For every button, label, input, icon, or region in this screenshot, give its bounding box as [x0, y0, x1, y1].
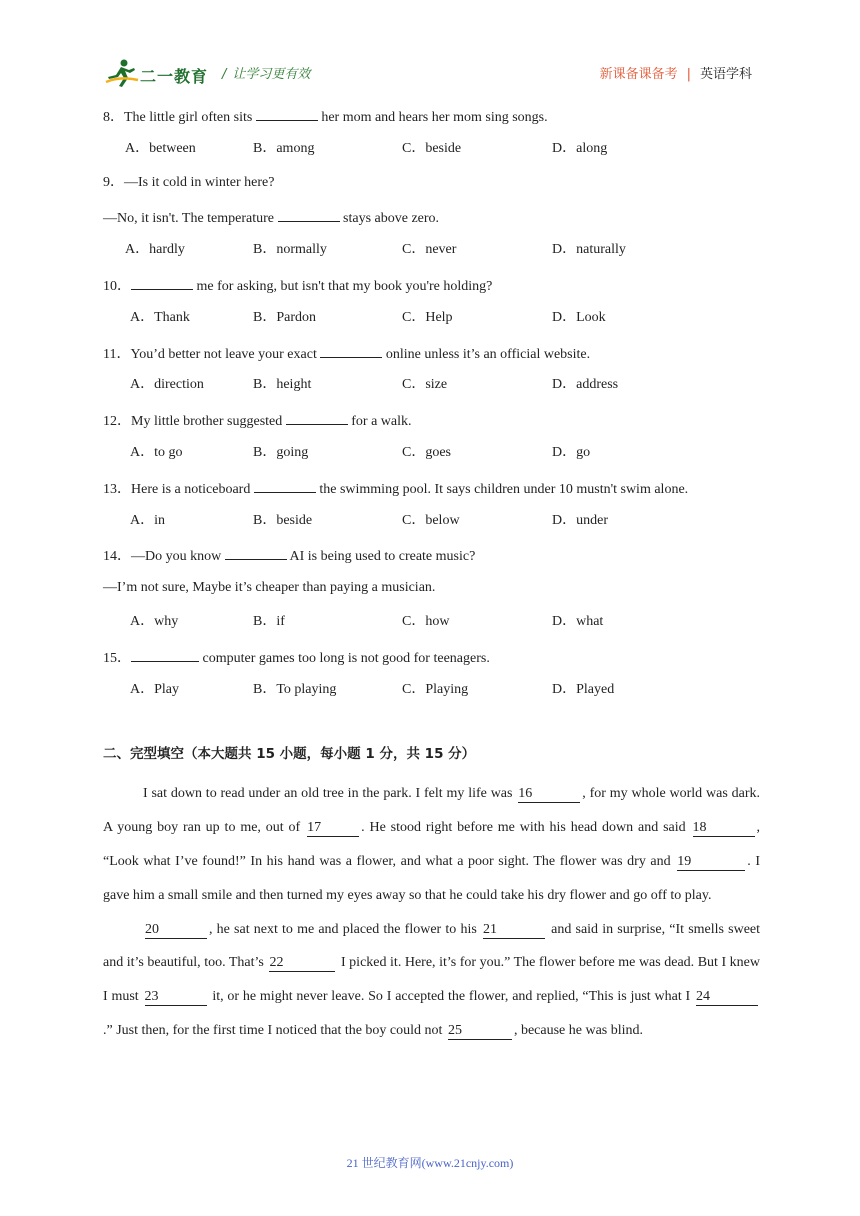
option-c: C．how	[402, 613, 450, 629]
header-primary: 新课备课备考	[599, 67, 678, 82]
question-stem	[103, 273, 760, 307]
question-stem	[103, 408, 760, 442]
answer-blank	[254, 476, 316, 493]
question-number: 8．	[103, 110, 124, 125]
option-c: C．beside	[402, 140, 462, 156]
option-d: D．naturally	[552, 242, 626, 258]
stem-text: the swimming pool. It says children under 10 mustn't swim alone.	[319, 481, 689, 497]
option-b: B．beside	[253, 512, 313, 528]
cloze-blank: 17	[307, 820, 359, 837]
page-header	[0, 0, 860, 96]
option-a: A．Play	[130, 681, 179, 697]
option-d: D．Look	[552, 309, 606, 325]
question-stem	[103, 341, 760, 375]
option-b: B．going	[253, 444, 309, 460]
answer-blank	[256, 104, 318, 121]
option-c: C．below	[402, 512, 460, 528]
question-number: 9．	[103, 174, 124, 190]
cloze-blank: 23	[145, 989, 207, 1006]
stem-text: The little girl often sits	[124, 110, 253, 125]
stem-text: —Is it cold in winter here?	[124, 174, 275, 190]
cloze-blank: 24	[696, 989, 758, 1006]
option-c: C．never	[402, 242, 457, 258]
cloze-paragraph-2: 20 , he sat next to me and placed the flower to his 21 and said in surprise, “It smells sweet and it’s beautiful, too. That’s 22 I picked it. Here, it’s for you.” The flower before me was dead. But I knew I must 23 it, or he might never leave. So I accepted the flower, and replied, “This is just what I 24.” Just then, for the first time I noticed that the boy could not 25 , because he was blind.	[103, 921, 761, 1038]
option-b: B．among	[253, 140, 315, 156]
question-number: 15．	[103, 650, 131, 666]
stem-text: —I’m not sure, Maybe it’s cheaper than paying a musician.	[103, 580, 436, 596]
stem-text: You’d better not leave your exact	[130, 346, 317, 362]
option-b: B．if	[253, 613, 285, 629]
question-number: 12．	[103, 414, 131, 430]
option-b: B．normally	[253, 242, 327, 258]
option-a: A．why	[130, 613, 179, 629]
question-stem	[103, 172, 760, 206]
stem-text: —No, it isn't. The temperature	[103, 211, 275, 227]
option-d: D．Played	[552, 681, 615, 697]
stem-text: My little brother suggested	[131, 414, 283, 430]
option-a: A．hardly	[125, 242, 185, 258]
stem-text: AI is being used to create music?	[289, 549, 476, 565]
option-c: C．goes	[402, 444, 451, 460]
option-a: A．Thank	[130, 309, 190, 325]
stem-text: her mom and hears her mom sing songs.	[321, 110, 548, 125]
answer-blank	[320, 341, 382, 358]
options-row	[103, 510, 760, 544]
question-number: 13．	[103, 481, 131, 497]
answer-blank	[131, 273, 193, 290]
logo-text: 二一教育	[140, 67, 209, 86]
option-d: D．under	[552, 512, 608, 528]
cloze-blank: 25	[448, 1023, 512, 1040]
options-row	[103, 679, 760, 713]
option-b: B．To playing	[253, 681, 337, 697]
stem-text: —Do you know	[131, 549, 222, 565]
question-number: 14．	[103, 549, 131, 565]
stem-text: stays above zero.	[343, 211, 440, 227]
cloze-blank: 16	[518, 786, 580, 803]
option-a: A．to go	[130, 444, 183, 460]
question-number: 11．	[103, 346, 131, 362]
question-stem	[103, 645, 760, 679]
question-stem	[103, 104, 760, 138]
option-b: B．Pardon	[253, 309, 316, 325]
stem-text: online unless it’s an official website.	[385, 346, 591, 362]
answer-blank	[131, 645, 199, 662]
cloze-blank: 20	[145, 922, 207, 939]
option-b: B．height	[253, 377, 312, 393]
cloze-blank: 18	[693, 820, 755, 837]
header-subject: 英语学科	[699, 67, 752, 82]
slogan-text: 让学习更有效	[232, 67, 311, 82]
stem-text: computer games too long is not good for teenagers.	[202, 650, 490, 666]
option-c: C．Help	[402, 309, 453, 325]
question-stem	[103, 476, 760, 510]
answer-blank	[286, 408, 348, 425]
cloze-paragraph-1: I sat down to read under an old tree in the park. I felt my life was 16 , for my whole world was dark. A young boy ran up to me, out of 17 . He stood right before me with his head down and said 18 , “Look what I’ve found!” In his hand was a flower, and what a poor sight. The flower was dry and 19 . I gave him a small smile and then turned my eyes away so that he could take his dry flower and go off to play.	[103, 786, 761, 903]
stem-text: me for asking, but isn't that my book you're holding?	[196, 278, 493, 294]
cloze-blank: 21	[483, 922, 545, 939]
stem-text: Here is a noticeboard	[131, 481, 251, 497]
options-row	[103, 307, 760, 341]
cloze-blank: 22	[269, 955, 335, 972]
options-row	[103, 374, 760, 408]
header-right	[600, 63, 752, 82]
slogan: / 让学习更有效	[222, 67, 311, 82]
option-c: C．size	[402, 377, 448, 393]
options-row	[103, 611, 760, 645]
question-stem	[103, 543, 760, 577]
option-d: D．what	[552, 613, 604, 629]
section-title: 二、完型填空（本大题共 15 小题，每小题 1 分，共 15 分）	[103, 746, 476, 763]
option-c: C．Playing	[402, 681, 469, 697]
option-a: A．between	[125, 140, 196, 156]
answer-blank	[278, 205, 340, 222]
option-d: D．along	[552, 140, 608, 156]
options-row	[103, 442, 760, 476]
cloze-blank: 19	[677, 854, 745, 871]
option-a: A．direction	[130, 377, 204, 393]
header-separator: |	[686, 67, 691, 82]
question-stem-line2	[103, 577, 760, 611]
option-a: A．in	[130, 512, 165, 528]
stem-text: for a walk.	[351, 414, 412, 430]
document-body	[103, 104, 760, 1048]
question-number: 10．	[103, 278, 131, 294]
footer-site: 21 世纪教育网(www.21cnjy.com)	[346, 1156, 514, 1170]
option-d: D．address	[552, 377, 619, 393]
options-row	[103, 138, 760, 172]
runner-logo-icon	[104, 58, 144, 88]
options-row	[103, 239, 760, 273]
answer-blank	[225, 543, 287, 560]
logo	[104, 58, 214, 88]
question-stem-line2	[103, 205, 760, 239]
option-d: D．go	[552, 444, 591, 460]
